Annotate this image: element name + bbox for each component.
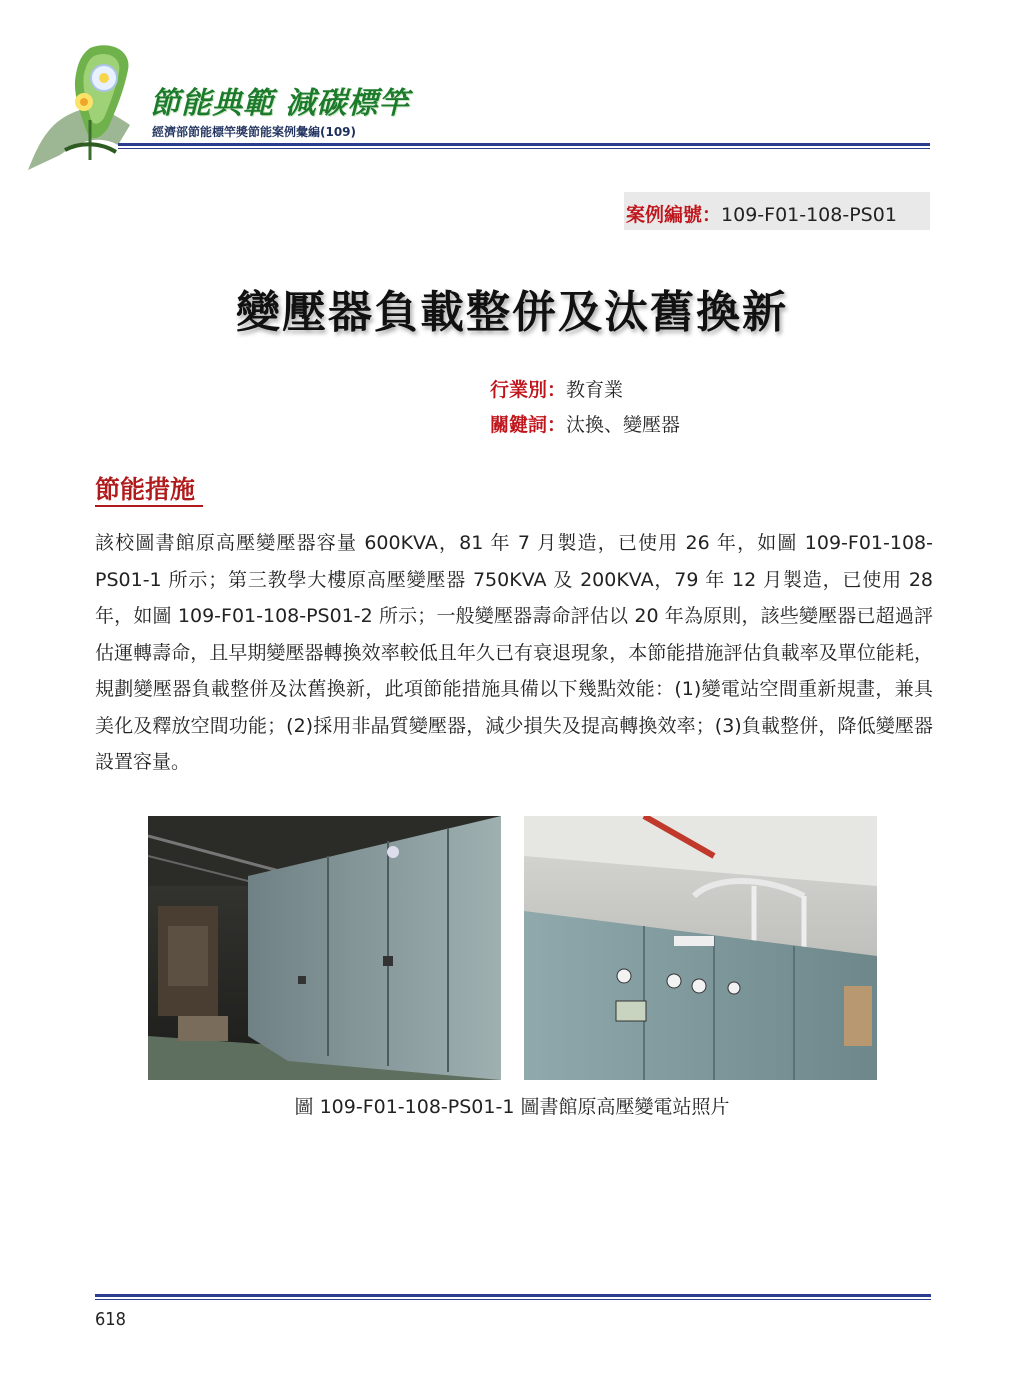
keywords-label: 關鍵詞： xyxy=(490,414,567,436)
page-title: 變壓器負載整併及汰舊換新 xyxy=(236,287,788,338)
keywords-row xyxy=(490,410,680,437)
substation-photo-right xyxy=(524,816,877,1080)
industry-label: 行業別： xyxy=(490,379,567,401)
substation-photo-left xyxy=(148,816,501,1080)
page-number: 618 xyxy=(95,1309,126,1330)
footer-divider-thin xyxy=(95,1299,931,1300)
keywords-value: 汰換、變壓器 xyxy=(566,414,681,436)
case-number-value: 109-F01-108-PS01 xyxy=(721,204,897,226)
section-heading: 節能措施 xyxy=(95,475,196,504)
case-number-label: 案例編號： xyxy=(626,204,722,226)
body-paragraph: 該校圖書館原高壓變壓器容量 600KVA，81 年 7 月製造，已使用 26 年，如圖 109-F01-108-PS01-1 所示；第三教學大樓原高壓變壓器 750KVA 及 200KVA，79 年 12 月製造，已使用 28 年，如圖 109-F01-108-PS01-2 所示；一般變壓器壽命評估以 20 年為原則，該些變壓器已超過評估運轉壽命，且早期變壓器轉換效率較低且年久已有衰退現象，本節能措施評估負載率及單位能耗，規劃變壓器負載整併及汰舊換新，此項節能措施具備以下幾點效能：(1)變電站空間重新規畫，兼具美化及釋放空間功能；(2)採用非晶質變壓器，減少損失及提高轉換效率；(3)負載整併，降低變壓器設置容量。 xyxy=(95,532,933,773)
header-logo xyxy=(20,30,160,180)
section-underline xyxy=(95,505,203,507)
header-title: 節能典範 減碳標竿 xyxy=(150,86,410,121)
industry-value: 教育業 xyxy=(566,379,624,401)
taiwan-logo-icon xyxy=(20,30,160,180)
footer-divider xyxy=(95,1294,931,1297)
industry-row xyxy=(490,375,623,402)
header-divider xyxy=(118,143,930,146)
header-divider-thin xyxy=(118,148,930,149)
case-number xyxy=(626,200,897,227)
figure-caption: 圖 109-F01-108-PS01-1 圖書館原高壓變電站照片 xyxy=(294,1096,730,1118)
header-subtitle: 經濟部節能標竿獎節能案例彙編(109) xyxy=(152,125,357,139)
